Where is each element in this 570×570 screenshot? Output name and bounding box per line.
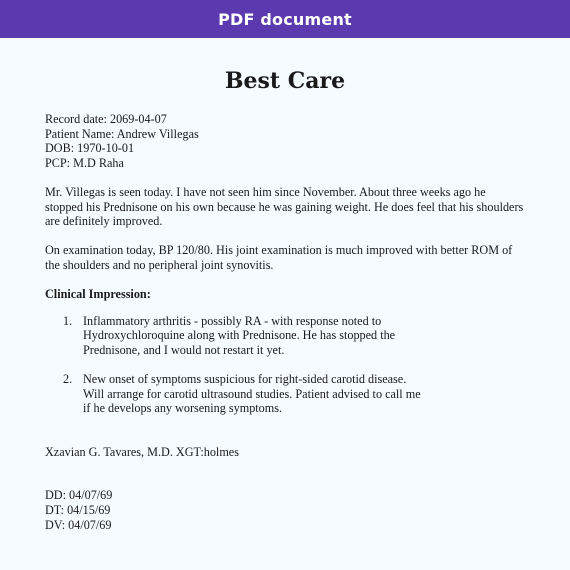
viewer-header [0,0,570,38]
patient-name: Patient Name: Andrew Villegas [45,126,199,141]
date-verified: DV: 04/07/69 [45,517,112,532]
patient-dob: DOB: 1970-10-01 [45,141,135,156]
list-item-number: 1. [63,313,73,328]
list-item [63,372,428,416]
document-title: Best Care [224,68,346,94]
date-transcribed: DT: 04/15/69 [45,503,111,518]
pcp-name: PCP: M.D Raha [45,155,124,170]
impression-heading: Clinical Impression: [45,287,151,302]
list-item-text: Inflammatory arthritis - possibly RA - with response noted to Hydroxychloroquine along with Prednisone. He has stopped the Prednisone, and I would not restart it yet. [83,313,396,357]
list-item-number: 2. [63,372,73,387]
impression-list [45,314,525,416]
exam-paragraph: On examination today, BP 120/80. His joint examination is much improved with better ROM of the shoulders and no peripheral joint synovitis. [45,243,513,272]
history-paragraph: Mr. Villegas is seen today. I have not seen him since November. About three weeks ago he stopped his Prednisone on his own because he was gaining weight. He does feel that his shoulders are definitely improved. [45,184,524,229]
document-page [0,68,570,532]
date-dictated: DD: 04/07/69 [45,488,113,503]
list-item [63,314,428,358]
document-body [45,112,525,532]
dictation-dates [45,488,525,532]
record-date: Record date: 2069-04-07 [45,112,167,126]
viewer-title: PDF document [218,9,352,29]
signature: Xzavian G. Tavares, M.D. XGT:holmes [45,444,239,459]
record-meta [45,112,525,170]
list-item-text: New onset of symptoms suspicious for right-sided carotid disease. Will arrange for carotid ultrasound studies. Patient advised to call me if he develops any worsening symptoms. [83,372,421,416]
